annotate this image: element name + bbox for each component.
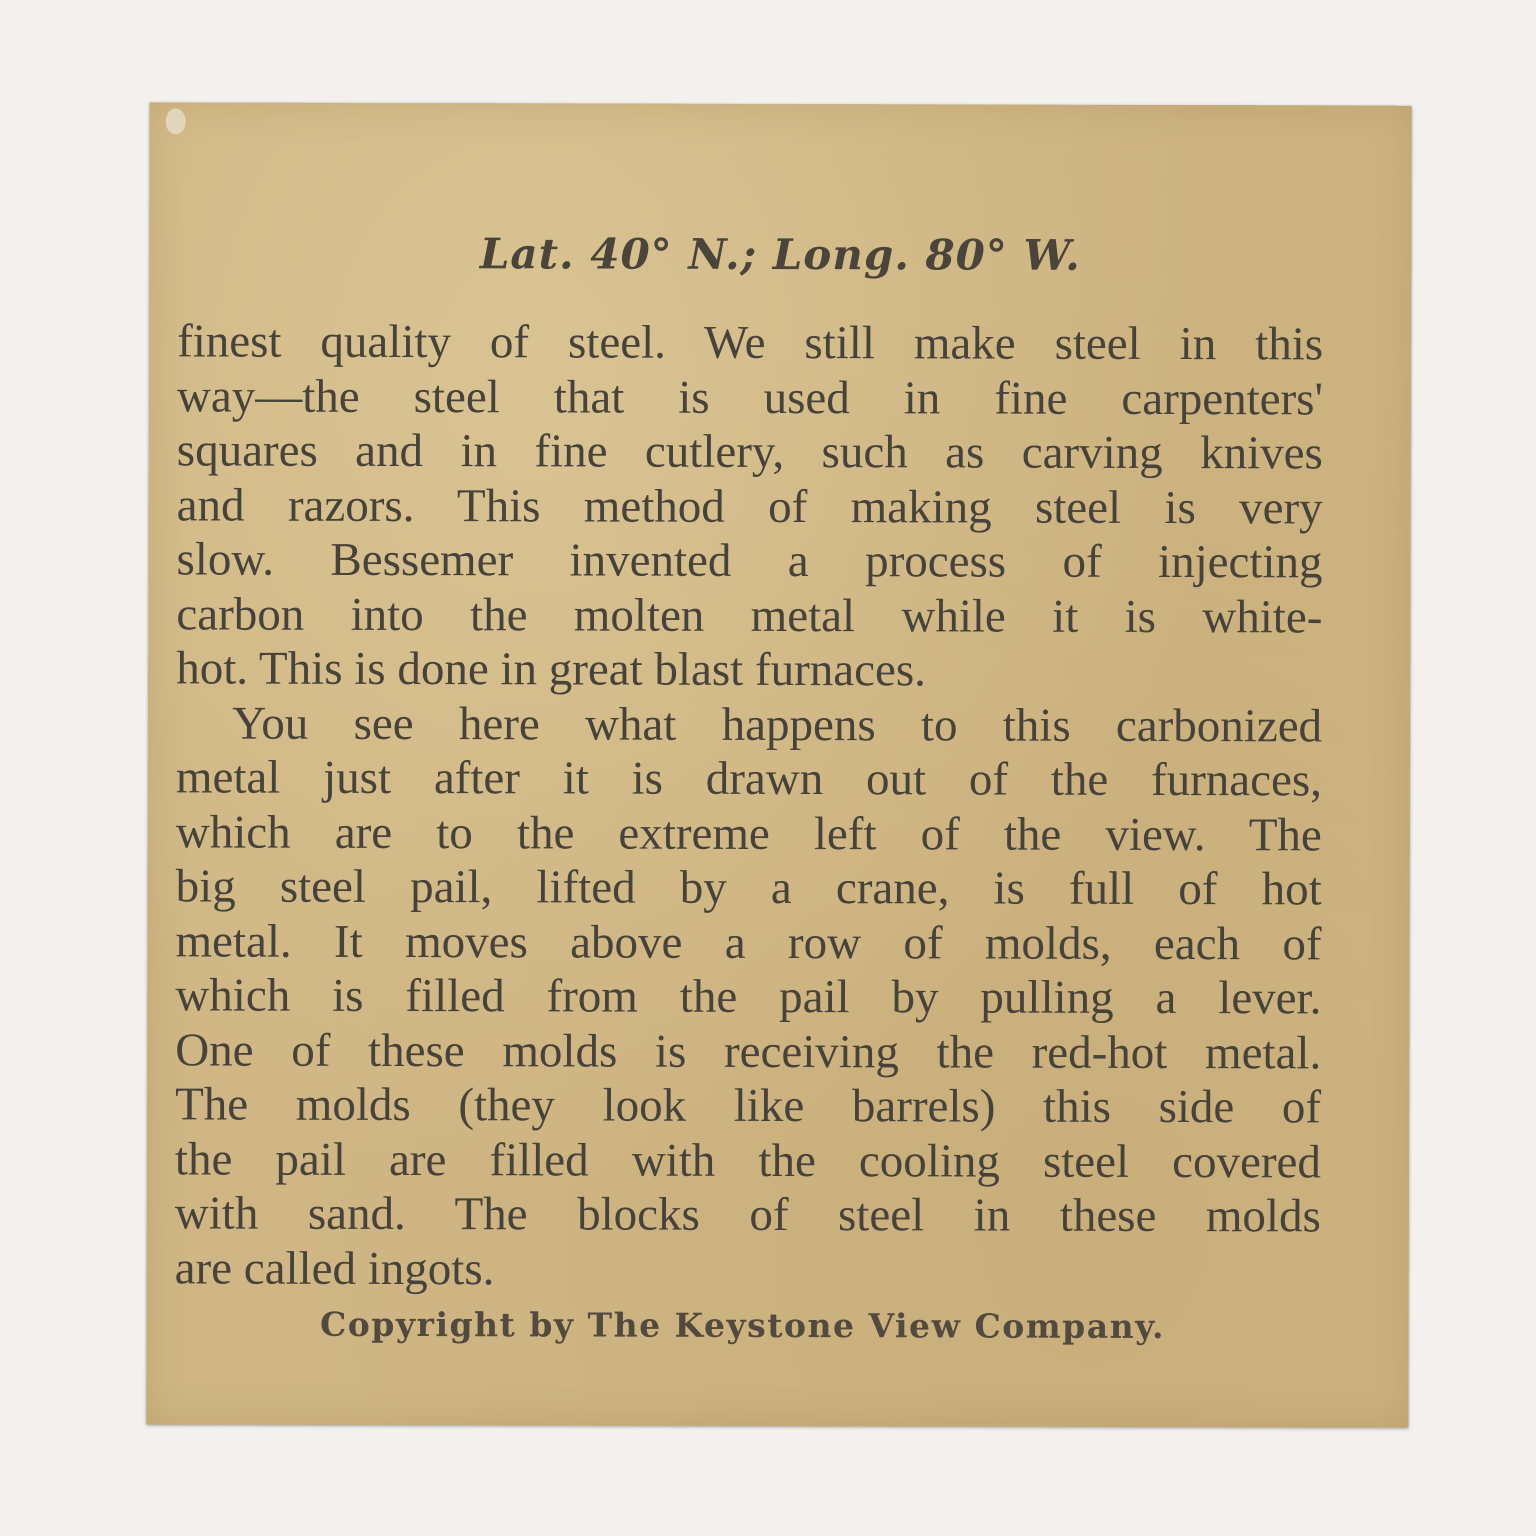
text-line: which is filled from the pail by pulling a lever.: [175, 969, 1322, 1025]
text-line: squares and in fine cutlery, such as carving knives: [176, 424, 1323, 480]
text-line: metal. It moves above a row of molds, each of: [175, 914, 1322, 970]
text-line: and razors. This method of making steel is very: [176, 478, 1323, 534]
text-line: You see here what happens to this carbonized: [232, 697, 1323, 752]
corner-damage: [166, 108, 186, 134]
text-line: slow. Bessemer invented a process of injecting: [176, 533, 1323, 589]
text-line: the pail are filled with the cooling steel covered: [174, 1132, 1322, 1188]
text-line: One of these molds is receiving the red-hot metal.: [175, 1023, 1322, 1079]
text-line: carbon into the molten metal while it is white-: [176, 587, 1323, 643]
text-line: metal just after it is drawn out of the furnaces,: [175, 751, 1323, 807]
copyright-notice: Copyright by The Keystone View Company.: [320, 1304, 1166, 1347]
text-line: The molds (they look like barrels) this side of: [175, 1078, 1322, 1134]
coordinates-heading: Lat. 40° N.; Long. 80° W.: [479, 229, 1081, 280]
text-line: hot. This is done in great blast furnaces.: [176, 642, 926, 697]
text-line: which are to the extreme left of the view. The: [175, 805, 1322, 861]
text-line: finest quality of steel. We still make steel in this: [177, 315, 1324, 371]
text-line: with sand. The blocks of steel in these molds: [174, 1187, 1321, 1243]
description-text: [175, 314, 1324, 1298]
text-line: way—the steel that is used in fine carpenters': [176, 369, 1324, 425]
stereoview-card-back: [146, 102, 1411, 1427]
text-line: are called ingots.: [174, 1241, 495, 1295]
text-line: big steel pail, lifted by a crane, is full of hot: [175, 860, 1322, 916]
